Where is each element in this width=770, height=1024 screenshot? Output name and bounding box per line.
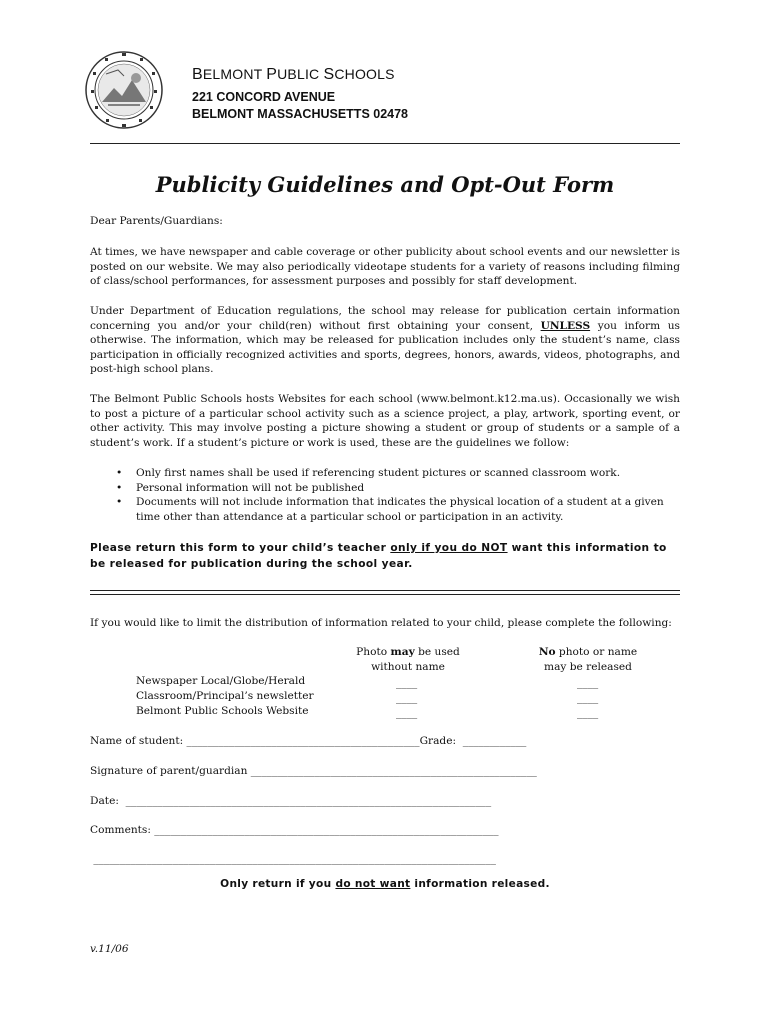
address-line-2: BELMONT MASSACHUSETTS 02478 [192,107,409,121]
paragraph-regulations: Under Department of Education regulations, the school may release for publication certain information concerning you and/or your child(ren) without first obtaining your consent, UNLESS you inform us otherwise. The information, which may be released for publication includes only the student’s name, class participation in officially recognized activities and sports, degrees, honors, awards, videos, photographs, and post-high school plans. [90,305,680,376]
option-label-website: Belmont Public Schools Website [136,705,309,717]
list-item: • Only first names shall be used if referencing student pictures or scanned classroom work. [114,466,684,481]
paragraph-websites: The Belmont Public Schools hosts Websites for each school (www.belmont.k12.ma.us). Occasionally we wish to post a picture of a particular school activity such as a science project, a play, artwork, sporting event, or other activity. This may involve posting a picture showing a student or group of students or a sample of a student’s work. If a student’s picture or work is used, these are the guidelines we follow: [90,393,680,449]
blank-newspaper-no-photo[interactable]: ____ [577,677,599,689]
paragraph-publicity: At times, we have newspaper and cable coverage or other publicity about school events and our newsletter is posted on our website. We may also periodically videotape students for a variety of reasons including filming of class/school performances, for assessment purposes and possibly for staff development. [90,246,680,288]
comments-extra-line[interactable]: ____________________________________________________________________________ [90,853,496,865]
student-name-field[interactable]: Name of student: ____________________________________________Grade: ____________ [90,735,527,747]
list-item: • Documents will not include information that indicates the physical location of a student at a given time other than attendance at a particular school or participation in an activity. [114,495,684,524]
opt-out-intro: If you would like to limit the distribution of information related to your child, please complete the following: [90,617,672,629]
comments-field[interactable]: Comments: _________________________________________________________________ [90,824,499,836]
greeting: Dear Parents/Guardians: [90,215,223,227]
return-instruction: Please return this form to your child’s teacher only if you do NOT want this information to be released for publication during the school year. [90,542,667,570]
column-header-no-photo: No photo or name may be released [538,646,638,673]
blank-newspaper-photo-ok[interactable]: ____ [396,677,418,689]
section-divider [90,590,680,595]
blank-website-photo-ok[interactable]: ____ [396,707,418,719]
date-field[interactable]: Date: _____________________________________________________________________ [90,795,492,807]
list-item: • Personal information will not be published [114,481,684,496]
header-divider [90,143,680,144]
school-name: BELMONT PUBLIC SCHOOLS [192,66,395,83]
blank-newsletter-photo-ok[interactable]: ____ [396,692,418,704]
option-label-newspaper: Newspaper Local/Globe/Herald [136,675,306,687]
final-return-note: Only return if you do not want information released. [220,878,550,890]
version-label: v.11/06 [90,943,129,955]
school-seal-logo [84,50,164,130]
blank-website-no-photo[interactable]: ____ [577,707,599,719]
option-label-newsletter: Classroom/Principal’s newsletter [136,690,314,702]
column-header-photo-without-name: Photo may be used without name [356,646,460,673]
blank-newsletter-no-photo[interactable]: ____ [577,692,599,704]
address-line-1: 221 CONCORD AVENUE [192,90,336,104]
guidelines-list [114,466,684,524]
signature-field[interactable]: Signature of parent/guardian ______________________________________________________ [90,765,537,777]
page-title: Publicity Guidelines and Opt-Out Form [155,172,615,197]
